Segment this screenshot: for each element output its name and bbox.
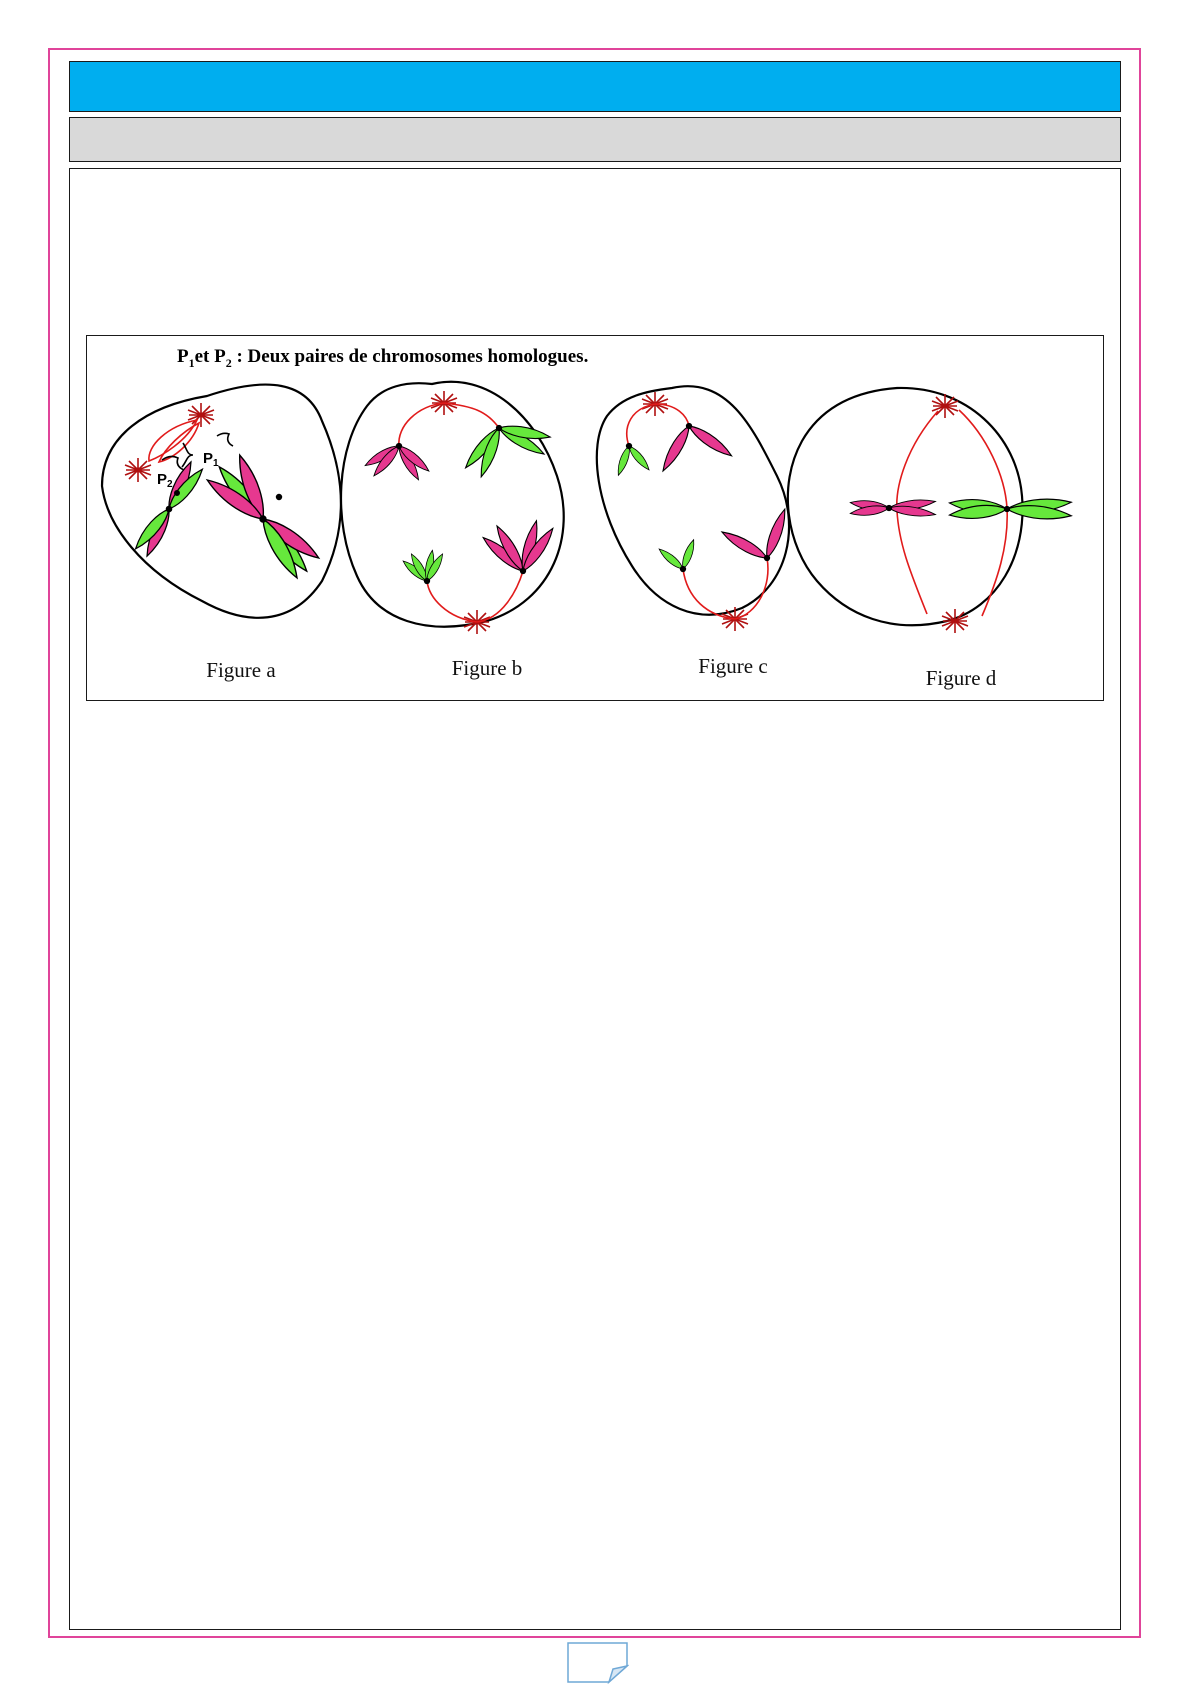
figure-d-cell (788, 388, 1072, 633)
p2-label: $P_2$ (157, 471, 173, 490)
title-bar (69, 61, 1121, 112)
p1-tetrad (203, 453, 322, 582)
p1-label: $P_1$ (203, 450, 219, 469)
subtitle-bar (69, 117, 1121, 162)
figure-c-cell (597, 386, 790, 631)
figure-c-label: Figure c (698, 654, 768, 678)
meiosis-figures-svg (87, 336, 1105, 702)
figure-legend: $P_1et$ $P_2$ : Deux paires de chromosomes homologues. (177, 346, 589, 370)
figure-a-cell (102, 385, 341, 618)
aster-icon (431, 391, 490, 634)
figure-b-cell (341, 382, 564, 634)
page-corner-icon (567, 1642, 629, 1684)
figure-b-label: Figure b (451, 656, 523, 680)
figure-a-label: Figure a (206, 658, 276, 682)
figure-d-label: Figure d (925, 666, 997, 690)
meiosis-figure-panel (86, 335, 1104, 701)
